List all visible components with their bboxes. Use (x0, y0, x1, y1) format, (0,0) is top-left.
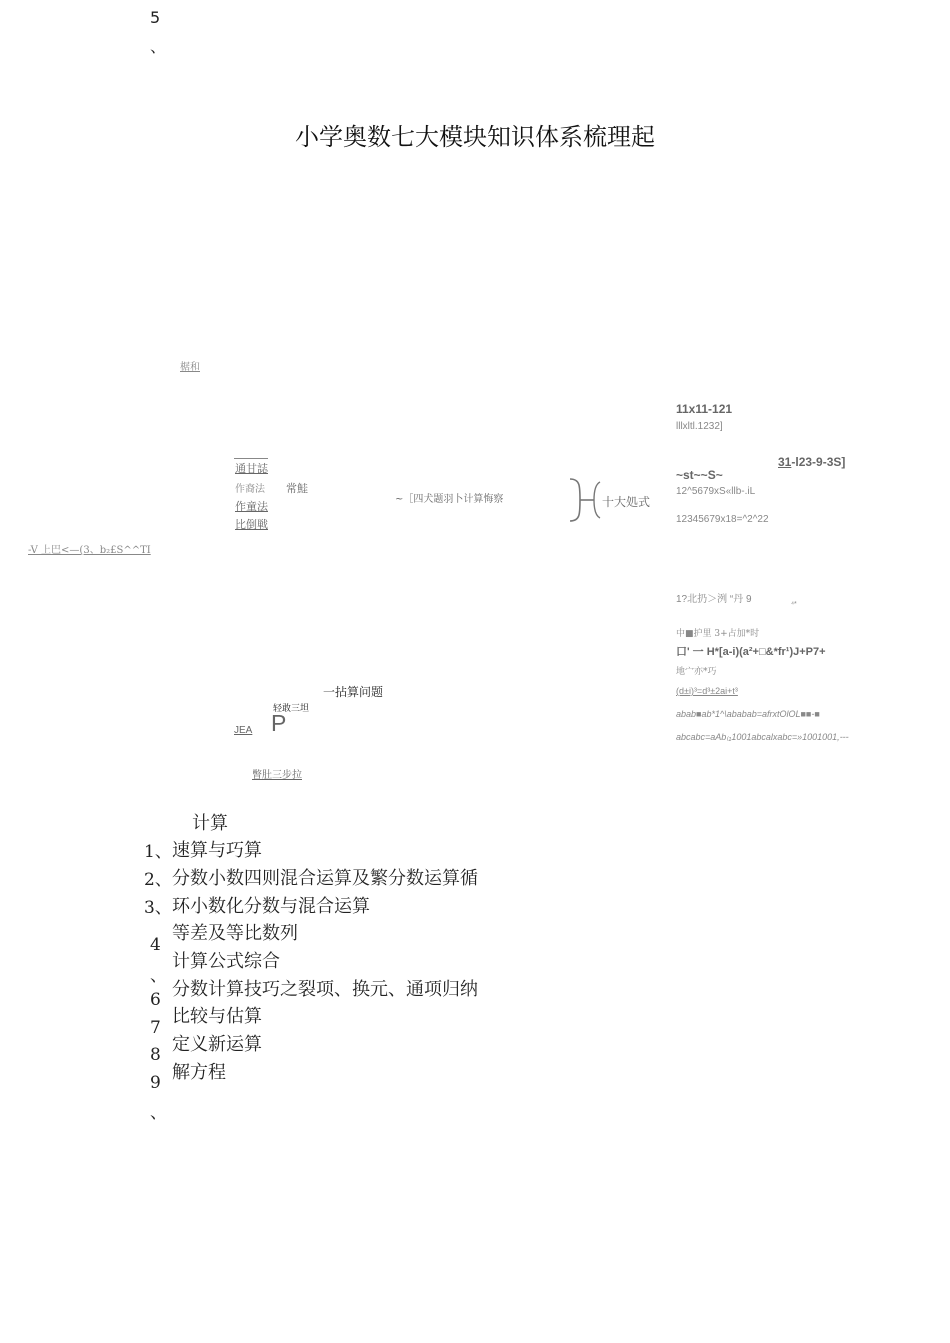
formula-6: 12345679x18=^2^22 (676, 514, 769, 525)
side-number: 4 (150, 935, 161, 955)
mindmap-top-rule (234, 458, 268, 459)
mindmap-bottom-big: P (271, 710, 287, 736)
formula-9: 口' 一 H*[a-i)(a²+□&*fr¹)J+P7+ (676, 646, 826, 658)
mindmap-bottom-sub: 轻敢三坦 (273, 703, 310, 713)
list-item: 环小数化分数与混合运算 (172, 896, 370, 917)
mindmap-item-aside: 常鮭 (286, 482, 308, 495)
list-item: 定义新运算 (172, 1034, 262, 1055)
list-item: 等差及等比数列 (172, 923, 298, 944)
mindmap-item-1: 作裔法 (235, 484, 265, 495)
formula-3 (778, 455, 845, 469)
list-item: 分数小数四则混合运算及繁分数运算循 (172, 868, 478, 889)
formula-11: (d±i)³=d³±2ai+t³ (676, 686, 738, 696)
mindmap-center: ~［四犬题羽卜计算悔察 (395, 494, 504, 505)
formula-3-rest: -l23-9-3S] (791, 455, 846, 469)
mindmap-item-2: 作童法 (235, 500, 268, 513)
formula-3-prefix: 31 (778, 455, 792, 469)
formula-8: 中■护里 3+占加*时 (676, 629, 760, 639)
section-heading: 计算 (192, 813, 228, 834)
list-item: 速算与巧算 (172, 840, 262, 861)
formula-7-mark: ⁴* (791, 601, 797, 608)
list-item: 分数计算技巧之裂项、换元、通项归纳 (172, 979, 478, 1000)
formula-13: abcabc=aAb₍₁1001abcalxabc=»1001001,--- (676, 732, 849, 742)
formula-10: 地宀亦*巧 (676, 667, 717, 677)
formula-4: ~st~~S~ (676, 468, 723, 482)
list-item: 计算公式综合 (172, 951, 280, 972)
formula-7: 1?北扔＞洌 “丹 9 (676, 594, 752, 605)
side-number: 7 (150, 1018, 161, 1038)
mindmap-bottom-label: 一拈算问题 (323, 685, 384, 699)
mindmap-bottom-footer: 瞥肚三步拉 (252, 770, 302, 781)
page-number-mark: 、 (150, 37, 167, 56)
formula-2: lllxltl.1232] (676, 421, 723, 432)
brace-icon (566, 476, 602, 524)
page-number: 5 (150, 8, 161, 27)
formula-12: abab■ab*1^\ababab=afrxtOlOL■■-■ (676, 709, 820, 719)
formula-1: 11x11-121 (676, 402, 733, 416)
side-number: 8 (150, 1045, 161, 1065)
mindmap-item-0: 通甘誌 (235, 462, 268, 475)
formula-5: 12^5679xS«llb-.iL (676, 486, 756, 497)
mindmap-bottom-left: JEA (234, 725, 253, 736)
list-item: 比较与估算 (172, 1006, 262, 1027)
mindmap-brace-label: 十大処式 (602, 495, 651, 509)
list-item: 解方程 (172, 1062, 226, 1083)
side-number: 9 (150, 1073, 161, 1093)
side-number: 6 (150, 990, 161, 1010)
list-item-num: 2、 (144, 870, 172, 890)
mindmap-far-left: -V 上巴<—(3、b₂£S^^TI (28, 545, 151, 556)
side-number: 、 (150, 966, 167, 986)
list-item-num: 3、 (144, 898, 172, 918)
side-number: 、 (150, 1103, 167, 1123)
mindmap-item-3: 比倒戦 (235, 518, 268, 531)
list-item-num: 1、 (144, 842, 172, 862)
mindmap-left-small: 椐和 (180, 362, 200, 373)
page-title: 小学奥数七大模块知识体系梳理起 (295, 123, 655, 151)
